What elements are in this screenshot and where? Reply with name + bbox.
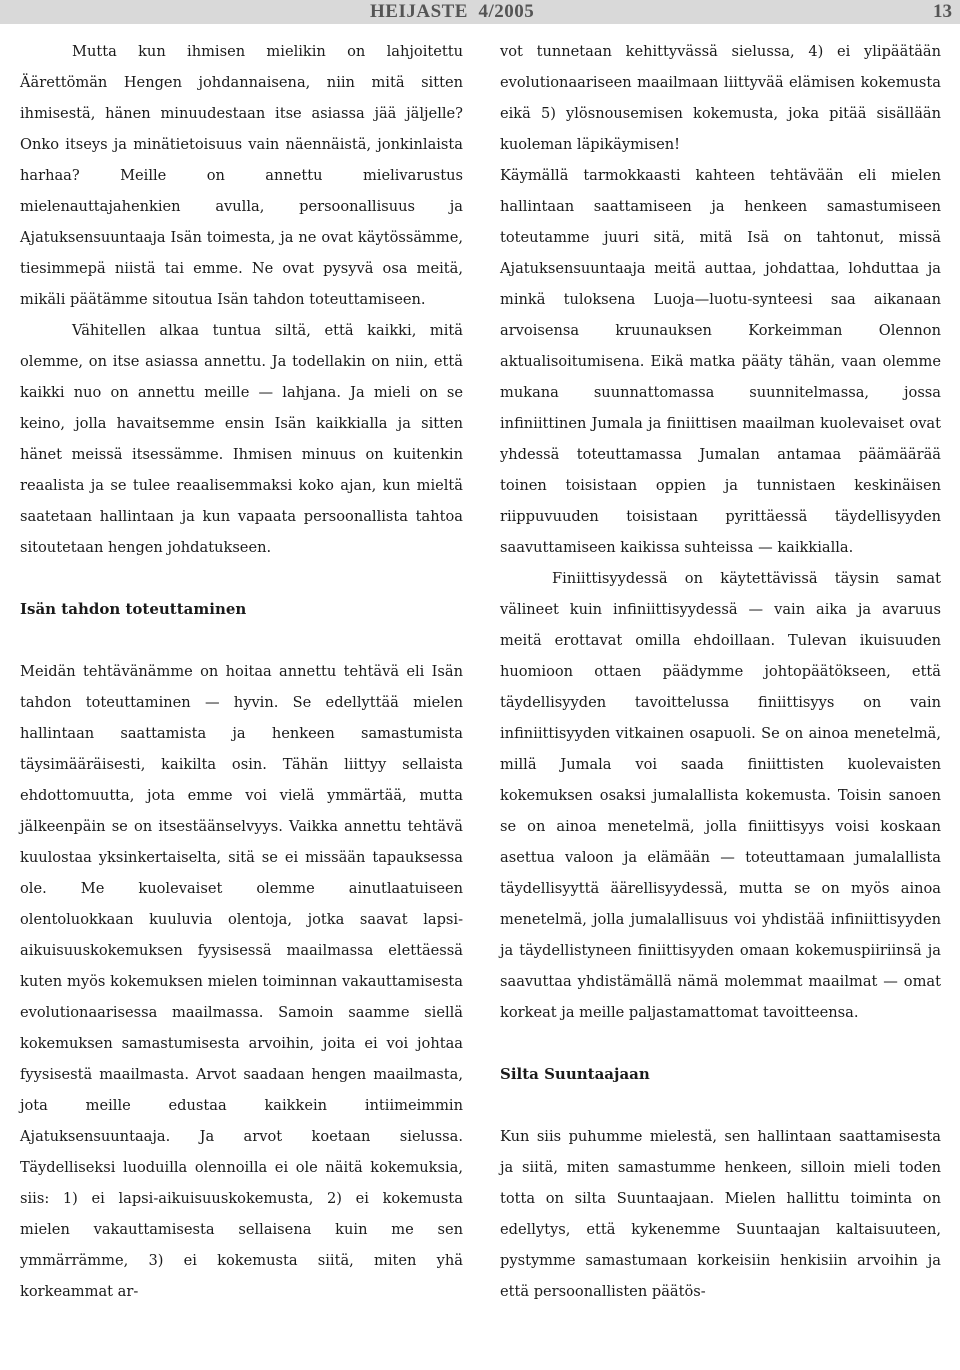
left-paragraph-1: Mutta kun ihmisen mielikin on lahjoitettu Äärettömän Hengen johdannaisena, niin mitä sitten ihmisestä, hänen minuudestaan itse asiassa jää jäljelle? Onko itseys ja minätietoisuus vain näennäistä, jonkinlaista harhaa? Meille on annettu mielivarustus mielenauttajahenkien avulla, persoonallisuus ja Ajatuksensuuntaaja Isän toimesta, ja ne ovat käytössämme, tiesimmepä niistä tai emme. Ne ovat pysyvä osa meitä, mikäli päätämme sitoutua Isän tahdon toteuttamiseen. (20, 43, 463, 308)
right-paragraph-2: Käymällä tarmokkaasti kahteen tehtävään eli mielen hallintaan saattamiseen ja henkeen samastumiseen toteutamme juuri sitä, mitä Isä on tahtonut, missä Ajatuksensuuntaaja meitä auttaa, johdattaa, lohduttaa ja minkä tuloksena Luoja—luotu-synteesi saa aikanaan arvoisensa kruunauksen Korkeimman Olennon aktualisoitumisena. Eikä matka pääty tähän, vaan olemme mukana suunnattomassa suunnitelmassa, jossa infiniittinen Jumala ja finiittisen maailman kuolevaiset ovat yhdessä toteuttamassa Jumalan antamaa päämäärää toinen toisistaan oppien ja tunnistaen keskinäisen riippuvuuden toisistaan pyrittäessä täydellisyyden saavuttamiseen kaikissa suhteissa — kaikkialla. (500, 167, 941, 556)
publication-title: HEIJASTE 4/2005 (370, 1, 535, 22)
right-paragraph-3: Finiittisyydessä on käytettävissä täysin samat välineet kuin infiniittisyydessä — vain aika ja avaruus meitä erottavat omilla ehdoillaan. Tulevan ikuisuuden huomioon ottaen päädymme johtopäätökseen, että täydellisyyden tavoittelussa finiittisyys on vain infiniittisyyden vitkainen osapuoli. Se on ainoa menetelmä, millä Jumala voi saada finiittisten kuolevaisten kokemuksen osaksi jumalallista kokemusta. Toisin sanoen se on ainoa menetelmä, jolla finiittisyys voisi koskaan asettua valoon ja elämään — toteuttamaan jumalallista täydellisyyttä äärellisyydessä, mutta se on myös ainoa menetelmä, jolla jumalallisuus voi yhdistää infiniittisyyden ja täydellistyneen finiittisyyden omaan kokemuspiiriinsä ja saavuttaa yhdistämällä nämä molemmat maailmat — omat korkeat ja meille paljastamattomat tavoitteensa. (500, 570, 941, 1021)
spacer (500, 1028, 941, 1059)
left-column (20, 36, 463, 1307)
spacer (500, 1090, 941, 1121)
section-heading-2: Silta Suuntaajaan (500, 1065, 650, 1083)
right-column (500, 36, 941, 1307)
page-header (0, 0, 960, 24)
left-paragraph-3: Meidän tehtävänämme on hoitaa annettu tehtävä eli Isän tahdon toteuttaminen — hyvin. Se edellyttää mielen hallintaan saattamista ja henkeen samastumista täysimääräisesti, kaikilta osin. Tähän liittyy sellaista ehdottomuutta, jota emme voi vielä ymmärtää, mutta jälkeenpäin se on itsestäänselvyys. Vaikka annettu tehtävä kuulostaa yksinkertaiselta, sitä se ei missään tapauksessa ole. Me kuolevaiset olemme ainutlaatuiseen olentoluokkaan kuuluvia olentoja, jotka saavat lapsi-aikuisuuskokemuksen fyysisessä maailmassa elettäessä kuten myös kokemuksen mielen toiminnan vakauttamisesta evolutionaarisessa maailmassa. Samoin saamme siellä kokemuksen samastumisesta arvoihin, joita ei voi johtaa fyysisestä maailmasta. Arvot saadaan hengen maailmasta, jota meille edustaa kaikkein intiimeimmin Ajatuksensuuntaaja. Ja arvot koetaan sielussa. Täydelliseksi luoduilla olennoilla ei ole näitä kokemuksia, siis: 1) ei lapsi-aikuisuuskokemusta, 2) ei kokemusta mielen vakauttamisesta sellaisena kuin me sen ymmärrämme, 3) ei kokemusta siitä, miten yhä korkeammat ar- (20, 663, 463, 1300)
spacer (20, 625, 463, 656)
spacer (20, 563, 463, 594)
section-heading-1: Isän tahdon toteuttaminen (20, 600, 247, 618)
left-paragraph-2: Vähitellen alkaa tuntua siltä, että kaikki, mitä olemme, on itse asiassa annettu. Ja todellakin on niin, että kaikki nuo on annettu meille — lahjana. Ja mieli on se keino, jolla havaitsemme ensin Isän kaikkialla ja sitten hänet meissä itsessämme. Ihmisen minuus on kuitenkin reaalista ja se tulee reaalisemmaksi koko ajan, kun mieltä saatetaan hallintaan ja kun vapaata persoonallista tahtoa sitoutetaan hengen johdatukseen. (20, 322, 463, 556)
right-paragraph-4: Kun siis puhumme mielestä, sen hallintaan saattamisesta ja siitä, miten samastumme henkeen, silloin mieli toden totta on silta Suuntaajaan. Mielen hallittu toiminta on edellytys, että kykenemme Suuntaajan kaltaisuuteen, pystymme samastumaan korkeisiin henkisiin arvoihin ja että persoonallisten päätös- (500, 1128, 941, 1300)
right-paragraph-1: vot tunnetaan kehittyvässä sielussa, 4) ei ylipäätään evolutionaariseen maailmaan liittyvää elämisen kokemusta eikä 5) ylösnousemisen kokemusta, joka pitää sisällään kuoleman läpikäymisen! (500, 43, 941, 153)
page-number: 13 (933, 1, 952, 22)
